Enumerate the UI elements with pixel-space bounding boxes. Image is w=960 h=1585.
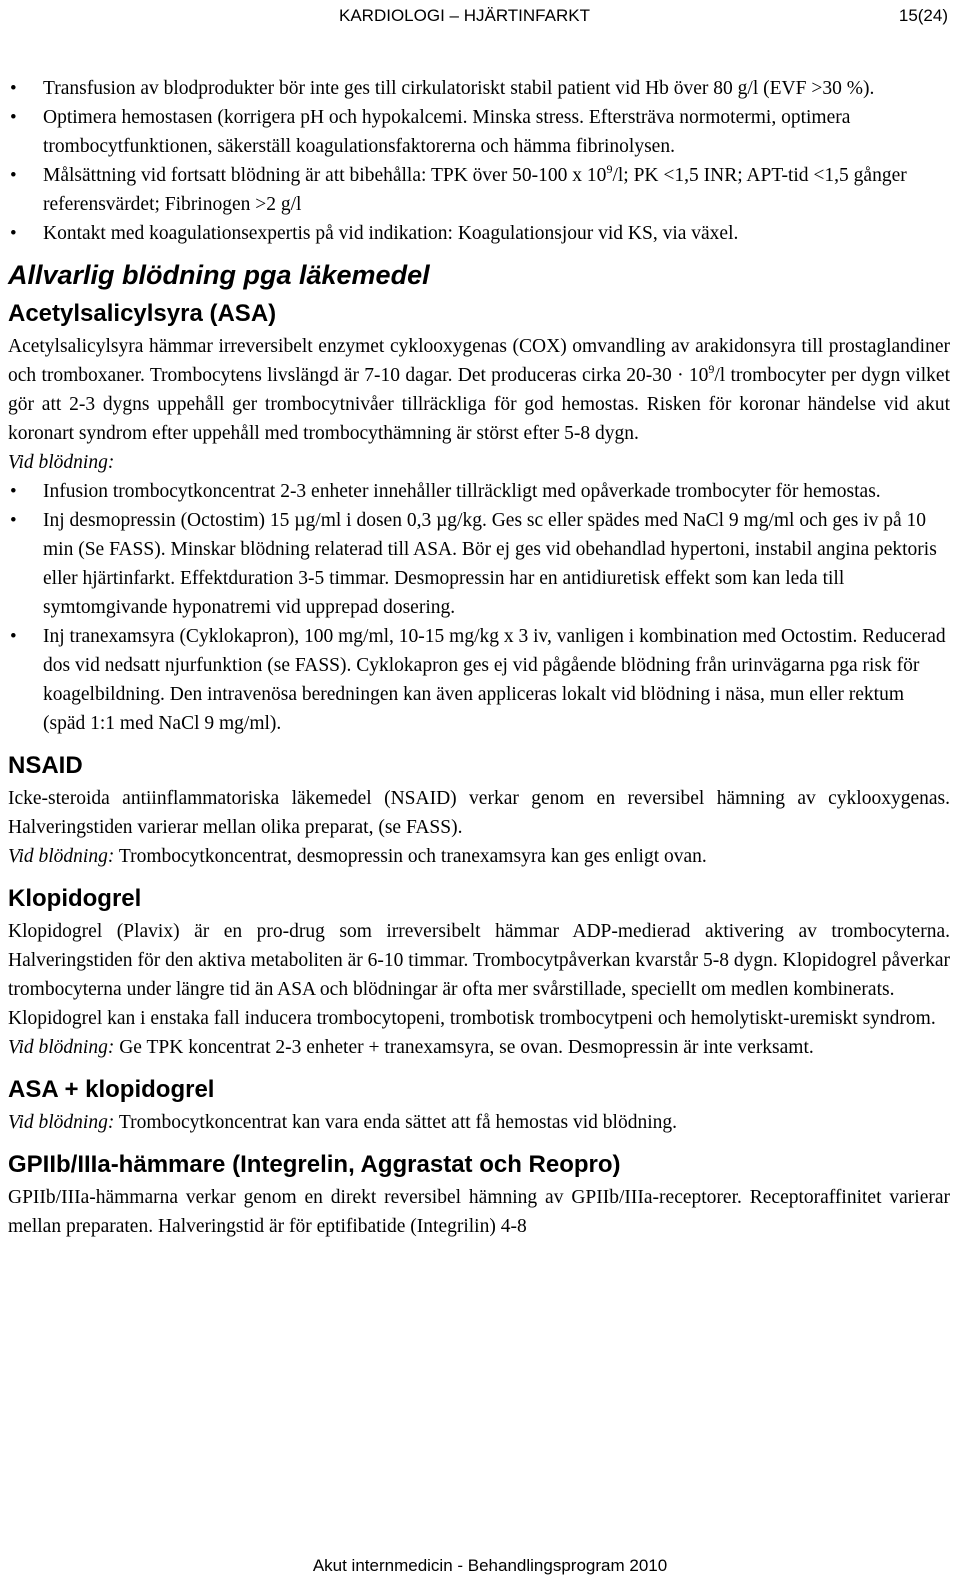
subsection-heading-gpiib: GPIIb/IIIa-hämmare (Integrelin, Aggrastat och Reopro) [8, 1151, 621, 1178]
klopidogrel-paragraph: Klopidogrel kan i enstaka fall inducera trombocytopeni, trombotisk trombocytpeni och hemolytiskt-uremiskt syndrom. [8, 1008, 936, 1029]
subsection-heading-nsaid: NSAID [8, 752, 83, 779]
text-run: Trombocytkoncentrat kan vara enda sättet att få hemostas vid blödning. [114, 1112, 678, 1133]
section-heading: Allvarlig blödning pga läkemedel [8, 260, 430, 290]
document-body [8, 74, 950, 1241]
asa-bullet-list [8, 477, 950, 738]
subsection-heading-asa-klopidogrel: ASA + klopidogrel [8, 1076, 215, 1103]
page-header [0, 6, 960, 30]
page-number: 15(24) [898, 6, 948, 25]
list-item-text: Optimera hemostasen (korrigera pH och hypokalcemi. Minska stress. Eftersträva normotermi, optimera trombocytfunktionen, säkerställ koagulationsfaktorerna och hämma fibrinolysen. [43, 107, 851, 157]
list-item [8, 219, 950, 248]
subsection-heading-klopidogrel: Klopidogrel [8, 885, 142, 912]
intro-bullet-list [8, 74, 950, 248]
asa-klopidogrel-vid-blodning [8, 1108, 950, 1137]
vid-blodning-label: Vid blödning: [8, 1112, 115, 1133]
text-run: /l trombocyter per dygn vilket gör att 2-3 dygns uppehåll ger trombocytnivåer tillräckliga för god hemostas. Risken för koronar händelse vid akut koronart syndrom efter uppehåll med trombocythämning är störst efter 5-8 dygn. [8, 365, 950, 444]
nsaid-vid-blodning [8, 842, 950, 871]
list-item-text: Inj desmopressin (Octostim) 15 µg/ml i dosen 0,3 µg/kg. Ges sc eller spädes med NaCl 9 mg/ml och ges iv på 10 min (Se FASS). Minskar blödning relaterad till ASA. Bör ej ges vid obehandlad hypertoni, instabil angina pektoris eller hjärtinfarkt. Effektduration 3-5 timmar. Desmopressin har en antidiuretisk effekt som kan leda till symtomgivande hyponatremi vid upprepad dosering. [43, 510, 937, 618]
list-item [8, 74, 950, 103]
superscript: 9 [606, 162, 613, 176]
bullet-icon: • [10, 107, 17, 128]
klopidogrel-vid-blodning [8, 1033, 950, 1062]
list-item [8, 103, 950, 161]
bullet-icon: • [10, 78, 17, 99]
subsection-heading-asa: Acetylsalicylsyra (ASA) [8, 300, 277, 327]
superscript: 9 [708, 362, 715, 376]
list-item-text: Kontakt med koagulationsexpertis på vid indikation: Koagulationsjour vid KS, via växel. [43, 223, 739, 244]
text-run: /l; PK <1,5 INR; APT-tid <1,5 gånger referensvärdet; Fibrinogen >2 g/l [43, 165, 907, 215]
list-item-text: Inj tranexamsyra (Cyklokapron), 100 mg/ml, 10-15 mg/kg x 3 iv, vanligen i kombination med Octostim. Reducerad dos vid nedsatt njurfunktion (se FASS). Cyklokapron ges ej vid pågående blödning från urinvägarna pga risk för koagelbildning. Den intravenösa beredningen kan även appliceras lokalt vid blödning i näsa, mun eller rektum (späd 1:1 med NaCl 9 mg/ml). [43, 626, 946, 734]
list-item [8, 477, 950, 506]
bullet-icon: • [10, 626, 17, 647]
vid-blodning-label: Vid blödning: [8, 452, 115, 473]
bullet-icon: • [10, 481, 17, 502]
text-run: Trombocytkoncentrat, desmopressin och tranexamsyra kan ges enligt ovan. [114, 846, 707, 867]
bullet-icon: • [10, 223, 17, 244]
bullet-icon: • [10, 510, 17, 531]
bullet-icon: • [10, 165, 17, 186]
vid-blodning-label: Vid blödning: [8, 1037, 115, 1058]
text-run: Målsättning vid fortsatt blödning är att bibehålla: TPK över 50-100 x 10 [43, 165, 607, 186]
page-footer: Akut internmedicin - Behandlingsprogram 2010 [312, 1556, 668, 1575]
header-title: KARDIOLOGI – HJÄRTINFARKT [339, 6, 590, 25]
asa-paragraph [8, 332, 950, 448]
list-item [8, 161, 950, 219]
list-item-text [43, 161, 950, 219]
klopidogrel-paragraph: Klopidogrel (Plavix) är en pro-drug som irreversibelt hämmar ADP-medierad aktivering av trombocyterna. Halveringstiden för den aktiva metaboliten är 6-10 timmar. Trombocytpåverkan kvarstår 5-8 dygn. Klopidogrel påverkar trombocyterna under längre tid än ASA och blödningar är ofta mer svårstillade, speciellt om medlen kombinerats. [8, 921, 950, 1000]
text-run: Ge TPK koncentrat 2-3 enheter + tranexamsyra, se ovan. Desmopressin är inte verksamt. [114, 1037, 814, 1058]
vid-blodning-label: Vid blödning: [8, 846, 115, 867]
gpiib-paragraph: GPIIb/IIIa-hämmarna verkar genom en direkt reversibel hämning av GPIIb/IIIa-receptorer. Receptoraffinitet varierar mellan preparaten. Halveringstid är för eptifibatide (Integrilin) 4-8 [8, 1187, 950, 1237]
text-run: Acetylsalicylsyra hämmar irreversibelt enzymet cyklooxygenas (COX) omvandling av arakidonsyra till prostaglandiner och tromboxaner. Trombocytens livslängd är 7-10 dagar. Det produceras cirka 20-30 · 10 [8, 336, 950, 386]
list-item [8, 506, 950, 622]
list-item-text: Infusion trombocytkoncentrat 2-3 enheter innehåller tillräckligt med opåverkade trombocyter för hemostas. [43, 481, 881, 502]
list-item-text: Transfusion av blodprodukter bör inte ges till cirkulatoriskt stabil patient vid Hb över 80 g/l (EVF >30 %). [43, 78, 875, 99]
list-item [8, 622, 950, 738]
nsaid-paragraph: Icke-steroida antiinflammatoriska läkemedel (NSAID) verkar genom en reversibel hämning av cyklooxygenas. Halveringstiden varierar mellan olika preparat, (se FASS). [8, 788, 950, 838]
